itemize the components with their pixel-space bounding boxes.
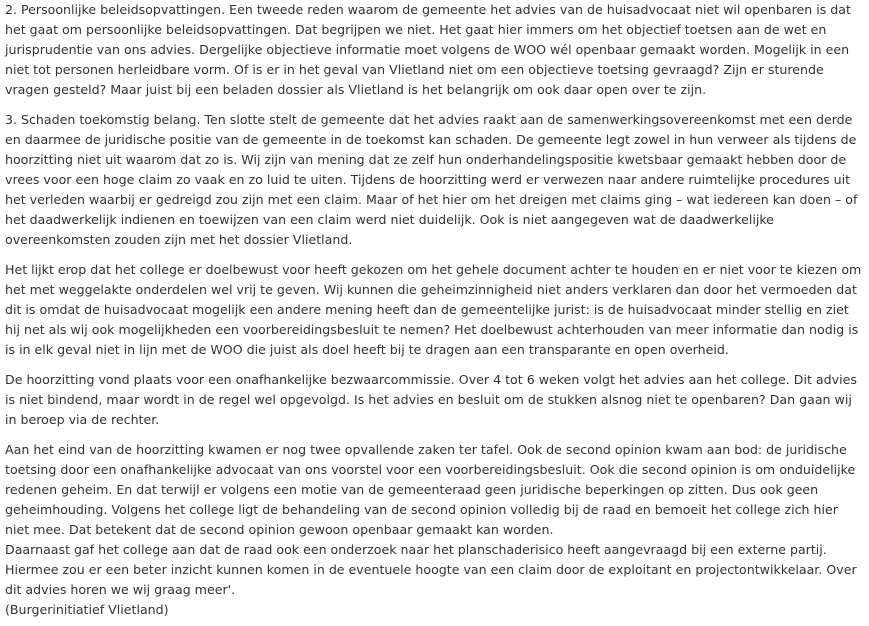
paragraph-second-opinion: Aan het eind van de hoorzitting kwamen er nog twee opvallende zaken ter tafel. Ook de second opinion kwam aan bod: de juridische toetsing door een onafhankelijke advocaat van ons voorstel voor een voorbereidingsbesluit. Ook die second opinion is om onduidelijke redenen geheim. En dat terwijl er volgens een motie van de gemeenteraad geen juridische beperkingen op zitten. Dus ook geen geheimhouding. Volgens het college ligt de behandeling van de second opinion volledig bij de raad en bemoeit het college zich hier niet mee. Dat betekent dat de second opinion gewoon openbaar gemaakt kan worden. [5, 442, 856, 537]
paragraph-persoonlijke-beleidsopvattingen: 2. Persoonlijke beleidsopvattingen. Een tweede reden waarom de gemeente het advies van de huisadvocaat niet wil openbaren is dat het gaat om persoonlijke beleidsopvattingen. Dat begrijpen we niet. Het gaat hier immers om het objectief toetsen aan de wet en jurisprudentie van ons advies. Dergelijke objectieve informatie moet volgens de WOO wél openbaar gemaakt worden. Mogelijk in een niet tot personen herleidbare vorm. Of is er in het geval van Vlietland niet om een objectieve toetsing gevraagd? Zijn er sturende vragen gesteld? Maar juist bij een beladen dossier als Vlietland is het belangrijk om ook daar open over te zijn. [5, 2, 851, 97]
paragraph-doelbewust-achterhouden: Het lijkt erop dat het college er doelbewust voor heeft gekozen om het gehele document achter te houden en er niet voor te kiezen om het met weggelakte onderdelen wel vrij te geven. Wij kunnen die geheimzinnigheid niet anders verklaren dan door het vermoeden dat dit is omdat de huisadvocaat mogelijk een andere mening heeft dan de gemeentelijke jurist: is de huisadvocaat minder stellig en ziet hij net als wij ook mogelijkheden een voorbereidingsbesluit te nemen? Het doelbewust achterhouden van meer informatie dan nodig is is in elk geval niet in lijn met de WOO die juist als doel heeft bij te dragen aan een transparante en open overheid. [5, 262, 862, 357]
paragraph-hoorzitting-bezwaarcommissie: De hoorzitting vond plaats voor een onafhankelijke bezwaarcommissie. Over 4 tot 6 weken volgt het advies aan het college. Dit advies is niet bindend, maar wordt in de regel wel opgevolgd. Is het advies en besluit om de stukken alsnog niet te openbaren? Dan gaan wij in beroep via de rechter. [5, 372, 857, 427]
paragraph-planschaderisico: Daarnaast gaf het college aan dat de raad ook een onderzoek naar het planschaderisico heeft aangevraagd bij een externe partij. Hiermee zou er een beter inzicht kunnen komen in de eventuele hoogte van een claim door de exploitant en projectontwikkelaar. Over dit advies horen we wij graag meer'. [5, 542, 857, 597]
article-source: (Burgerinitiatief Vlietland) [5, 602, 169, 617]
paragraph-schaden-toekomstig-belang: 3. Schaden toekomstig belang. Ten slotte stelt de gemeente dat het advies raakt aan de samenwerkingsovereenkomst met een derde en daarmee de juridische positie van de gemeente in de toekomst kan schaden. De gemeente legt zowel in hun verweer als tijdens de hoorzitting niet uit waarom dat zo is. Wij zijn van mening dat ze zelf hun onderhandelingspositie kwetsbaar gemaakt hebben door de vrees voor een hoge claim zo vaak en zo luid te uiten. Tijdens de hoorzitting werd er verwezen naar andere ruimtelijke procedures uit het verleden waarbij er gedreigd zou zijn met een claim. Maar of het hier om het dreigen met claims ging – wat iedereen kan doen – of het daadwerkelijk indienen en toewijzen van een claim werd niet duidelijk. Ook is niet aangegeven wat de daadwerkelijke overeenkomsten zouden zijn met het dossier Vlietland. [5, 112, 858, 247]
